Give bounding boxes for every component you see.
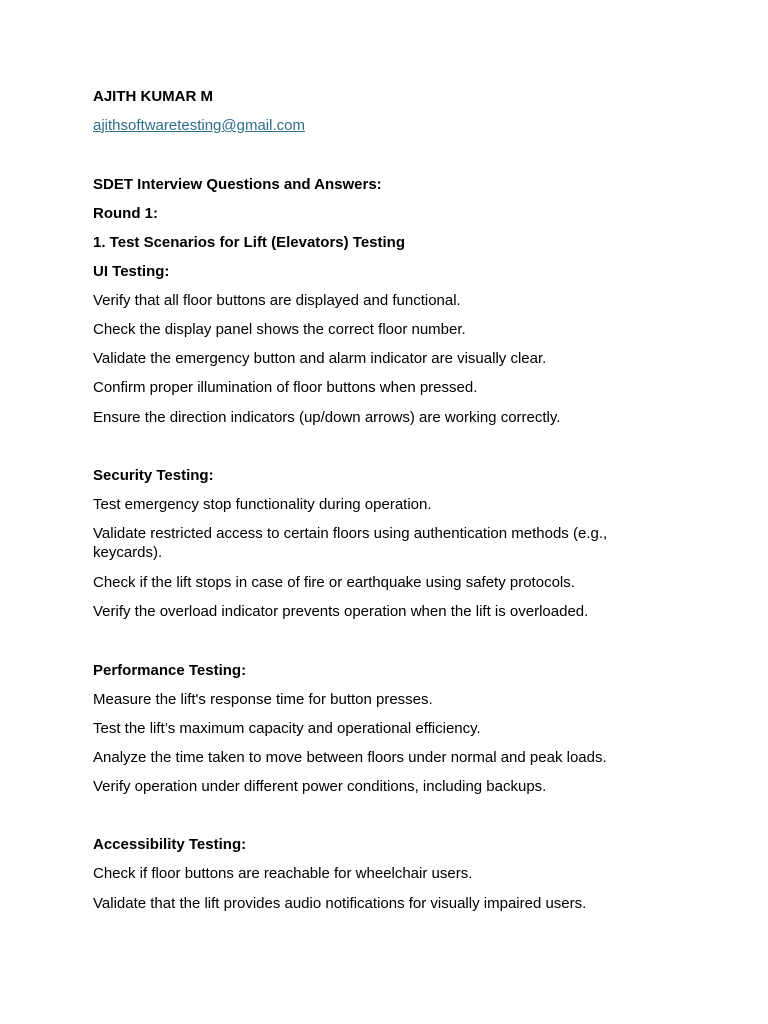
- list-item: Ensure the direction indicators (up/down arrows) are working correctly.: [93, 409, 561, 426]
- section-heading-ui-testing: UI Testing:: [93, 263, 170, 280]
- document-title: SDET Interview Questions and Answers:: [93, 176, 382, 193]
- list-item: Verify the overload indicator prevents operation when the lift is overloaded.: [93, 603, 589, 620]
- list-item: Check if floor buttons are reachable for wheelchair users.: [93, 865, 473, 882]
- list-item: Test the lift’s maximum capacity and operational efficiency.: [93, 720, 481, 737]
- list-item: Test emergency stop functionality during operation.: [93, 496, 432, 513]
- list-item: Check the display panel shows the correct floor number.: [93, 321, 466, 338]
- section-heading-accessibility-testing: Accessibility Testing:: [93, 836, 247, 853]
- section-heading-security-testing: Security Testing:: [93, 467, 214, 484]
- list-item: Measure the lift's response time for button presses.: [93, 691, 433, 708]
- author-name: AJITH KUMAR M: [93, 88, 213, 105]
- round-label: Round 1:: [93, 205, 158, 222]
- list-item: Confirm proper illumination of floor buttons when pressed.: [93, 379, 478, 396]
- list-item: Validate that the lift provides audio notifications for visually impaired users.: [93, 895, 587, 912]
- section-heading-performance-testing: Performance Testing:: [93, 662, 247, 679]
- author-email-link[interactable]: ajithsoftwaretesting@gmail.com: [93, 117, 305, 134]
- list-item: Check if the lift stops in case of fire or earthquake using safety protocols.: [93, 574, 575, 591]
- question-heading: 1. Test Scenarios for Lift (Elevators) Testing: [93, 234, 406, 251]
- list-item: Verify operation under different power conditions, including backups.: [93, 778, 547, 795]
- list-item: Verify that all floor buttons are displayed and functional.: [93, 292, 461, 309]
- list-item: Validate restricted access to certain floors using authentication methods (e.g., keycards).: [93, 525, 608, 561]
- list-item: Analyze the time taken to move between floors under normal and peak loads.: [93, 749, 607, 766]
- list-item: Validate the emergency button and alarm indicator are visually clear.: [93, 350, 547, 367]
